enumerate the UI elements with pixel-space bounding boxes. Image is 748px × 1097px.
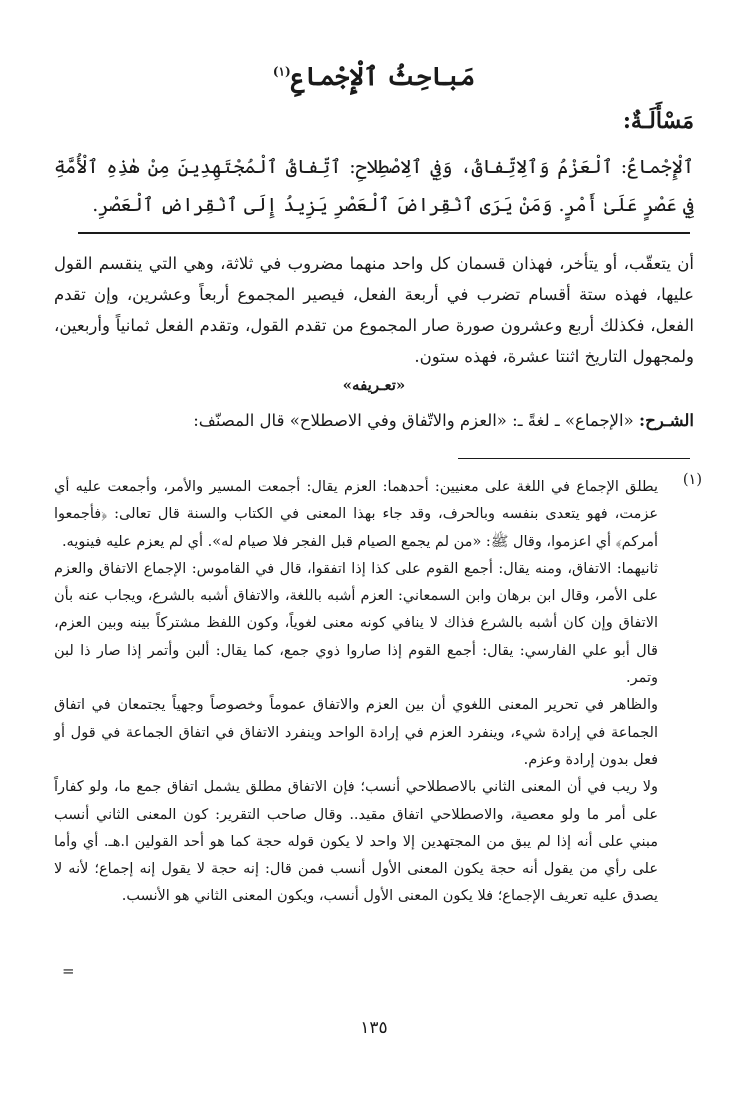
sharh-line [54,406,694,436]
footnote-divider [458,458,690,459]
footnote-paragraph: والظاهر في تحرير المعنى اللغوي أن بين العزم والاتفاق عموماً وخصوصاً وجهياً يجتمعان في اتفاق الجماعة في إرادة شيء، وينفرد العزم في إرادة الواحد وينفرد الاتفاق في اتفاق الجماعة في قول أو فعل بدون إرادة وعزم. [54,697,658,768]
sharh-text: «الإجماع» ـ لغةً ـ: «العزم والاتّفاق وفي الاصطلاح» قال المصنّف: [193,411,639,430]
matn-divider [78,232,690,234]
matn-text: ٱلْإِجْماعُ: ٱلْعَزْمُ وَٱلِاتِّفاقُ، وَفِي ٱلِاصْطِلاحِ: ٱتِّفاقُ ٱلْمُجْتَهِدِينَ مِنْ هٰذِهِ ٱلْأُمَّةِ فِي عَصْرٍ عَلَىٰ أَمْرٍ. وَمَنْ يَرَى ٱنْقِراضَ ٱلْعَصْرِ يَزِيدُ إِلَى ٱنْقِراضِ ٱلْعَصْرِ. [54,156,694,216]
footnote-body [54,474,658,911]
issue-heading: مَسْأَلَـةٌ: [622,108,694,134]
continuation-mark: = [62,962,75,980]
definition-heading: «تعـريفه» [342,376,406,394]
chapter-title-text: مَباحِثُ ٱلْإِجْماعِ [290,62,476,91]
page-number: ١٣٥ [360,1018,388,1038]
chapter-title [100,62,648,91]
footnote-paragraph: ثانيهما: الاتفاق، ومنه يقال: أجمع القوم على كذا إذا اتفقوا، قال في القاموس: الإجماع الاتفاق والعزم على الأمر، وقال ابن برهان وابن السمعاني: العزم أشبه باللغة، والاتفاق أشبه بالشرع، ويجاب عنه بأن الاتفاق وإن كان أشبه بالشرع فذاك لا ينافي كونه معنى لغوياً، وكون اللفظ مشتركاً بينه وبين العزم، قال أبو علي الفارسي: يقال: أجمع القوم إذا صاروا ذوي جمع، كما يقال: ألبن وأتمر إذا صار ذا لبن وتمر. [54,560,658,687]
footnote-paragraph: ولا ريب في أن المعنى الثاني بالاصطلاحي أنسب؛ فإن الاتفاق مطلق يشمل اتفاق جمع ما، ولو كفاراً على أمر ما ولو معصية، والاصطلاحي اتفاق مقيد.. وقال صاحب التقرير: كون المعنى الثاني أنسب مبني على أنه إذا لم يبق من المجتهدين إلا واحد لا يكون قوله حجة كما هو أحد القولين ا.هـ. أي وأما على رأي من يقول أنه حجة يكون المعنى الأول أنسب فمن قال: إنه حجة لا يقول إنه إجماع؛ لأنه لا يصدق عليه تعريف الإجماع؛ فلا يكون المعنى الأول أنسب، ويكون المعنى الثاني هو الأنسب. [54,779,658,905]
chapter-footnote-ref: (١) [272,64,291,79]
sharh-label: الشـرح: [638,411,694,430]
footnote-paragraph: يطلق الإجماع في اللغة على معنيين: أحدهما: العزم يقال: أجمعت المسير والأمر، وأجمعت عليه أي عزمت، فهو يتعدى بنفسه وبالحرف، وقد جاء بهذا المعنى في الكتاب والسنة قال تعالى: ﴿فأجمعوا أمركم﴾ أي اعزموا، وقال ﷺ: «من لم يجمع الصيام قبل الفجر فلا صيام له». أي لم يعزم عليه فينويه. [54,479,658,550]
commentary-paragraph: أن يتعقّب، أو يتأخر، فهذان قسمان كل واحد منهما مضروب في ثلاثة، وهي التي ينقسم القول عليها، فهذه ستة أقسام تضرب في أربعة الفعل، فيصير المجموع أربعاً وعشرين، وإن تقدم الفعل، فكذلك أربع وعشرون صورة صار المجموع من تقدم القول، وتقدم الفعل ثمانياً وأربعين، ولمجهول التاريخ اثنتا عشرة، فهذه ستون. [54,254,694,366]
footnote-number: (١) [682,472,702,488]
